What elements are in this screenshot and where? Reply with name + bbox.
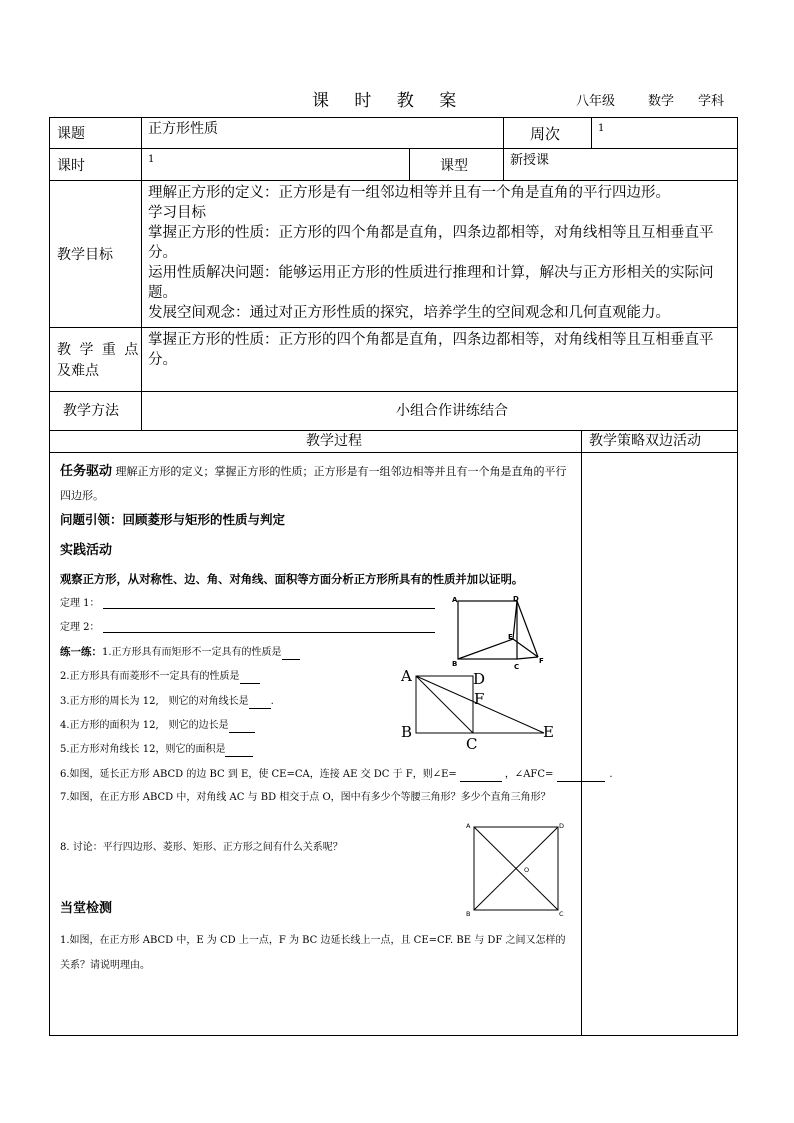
strategy-label: 教学策略双边活动 <box>589 433 701 449</box>
ex6-text-b: ，∠AFC= <box>504 769 554 780</box>
fig1-label-b: B <box>452 660 458 668</box>
ex2-text: 2.正方形具有而菱形不一定具有的性质是 <box>60 671 240 682</box>
exercise-8: 8. 讨论：平行四边形、菱形、矩形、正方形之间有什么关系呢？ <box>60 842 343 853</box>
theorem2-label: 定理 2： <box>60 622 100 633</box>
ex6-blank-2[interactable] <box>557 767 605 782</box>
exercise-label: 练一练： <box>60 646 102 658</box>
topic-label: 课题 <box>57 126 85 142</box>
subject-suffix: 学科 <box>698 94 725 109</box>
task-label: 任务驱动 <box>60 464 113 479</box>
fig1-label-d: D <box>513 595 519 603</box>
fig2-label-e: E <box>543 723 554 741</box>
exercise-2 <box>60 669 260 684</box>
task-text: 理解正方形的定义；掌握正方形的性质；正方形是有一组邻边相等并且有一个角是直角的平行四边形。 <box>60 465 567 502</box>
fig3-label-b: B <box>466 910 471 918</box>
figure-square-extend-e <box>396 668 564 754</box>
figure-square-abcd-ef <box>448 593 552 671</box>
check-question-1: 1.如图，在正方形 ABCD 中，E 为 CD 上一点，F 为 BC 边延长线上一点，且 CE=CF. BE 与 DF 之间又怎样的关系？请说明理由。 <box>60 935 566 971</box>
fig3-label-o: O <box>524 866 530 874</box>
grade-label: 八年级 <box>576 94 616 109</box>
type-value: 新授课 <box>510 153 550 168</box>
type-label: 课型 <box>440 158 468 174</box>
method-label: 教学方法 <box>63 403 119 419</box>
theorem2-blank[interactable] <box>103 632 435 633</box>
fig3-label-d: D <box>559 822 565 830</box>
fig2-label-c: C <box>466 735 478 753</box>
exercise-7: 7.如图，在正方形 ABCD 中，对角线 AC 与 BD 相交于点 O，图中有多少个等腰三角形？多少个直角三角形？ <box>60 792 551 803</box>
goal-item: 运用性质解决问题：能够运用正方形的性质进行推理和计算，解决与正方形相关的实际问题。 <box>148 265 714 301</box>
question-lead: 问题引领：回顾菱形与矩形的性质与判定 <box>60 512 286 527</box>
ex4-text: 4.正方形的面积为 12, 则它的边长是 <box>60 720 229 731</box>
exercise-1 <box>60 645 300 660</box>
observe-text: 观察正方形，从对称性、边、角、对角线、面积等方面分析正方形所具有的性质并加以证明。 <box>60 573 524 586</box>
fig1-label-e: E <box>508 633 513 641</box>
fig1-label-a: A <box>452 596 458 604</box>
ex1-text: 1.正方形具有而矩形不一定具有的性质是 <box>102 647 282 658</box>
process-label: 教学过程 <box>306 433 362 449</box>
goal-item: 掌握正方形的性质：正方形的四个角都是直角，四条边都相等，对角线相等且互相垂直平分。 <box>148 225 714 261</box>
fig2-label-b: B <box>401 723 413 741</box>
exercise-5 <box>60 742 253 757</box>
ex2-blank[interactable] <box>240 669 260 684</box>
fig3-label-c: C <box>559 910 564 918</box>
exercise-4 <box>60 718 255 733</box>
hours-value: 1 <box>148 154 155 165</box>
method-value: 小组合作讲练结合 <box>396 403 508 419</box>
fig3-label-a: A <box>466 822 471 830</box>
ex6-text-a: 6.如图，延长正方形 ABCD 的边 BC 到 E，使 CE=CA，连接 AE 交 DC 于 F，则∠E= <box>60 769 457 780</box>
check-title: 当堂检测 <box>60 901 113 916</box>
fig2-label-f: F <box>474 690 485 708</box>
practice-title: 实践活动 <box>60 543 113 558</box>
subject-label: 数学 <box>648 94 675 109</box>
figure-square-diagonals <box>462 818 572 920</box>
exercise-3: 3.正方形的周长为 12, 则它的对角线长是 . <box>60 696 274 707</box>
key-label-1: 教 学 重 点 <box>57 342 141 358</box>
ex6-blank-1[interactable] <box>460 767 502 782</box>
key-value: 掌握正方形的性质：正方形的四个角都是直角，四条边都相等，对角线相等且互相垂直平分。 <box>148 332 714 368</box>
fig1-label-c: C <box>514 663 520 671</box>
ex5-blank[interactable] <box>225 742 253 757</box>
goal-item: 理解正方形的定义：正方形是有一组邻边相等并且有一个角是直角的平行四边形。 <box>148 185 670 201</box>
hours-label: 课时 <box>57 158 85 174</box>
fig2-label-a: A <box>401 668 412 685</box>
goal-item: 学习目标 <box>148 205 206 221</box>
fig2-label-d: D <box>473 670 486 688</box>
ex3-text: 3.正方形的周长为 12, 则它的对角线长是 <box>60 696 249 707</box>
fig1-label-f: F <box>539 657 544 665</box>
topic-value: 正方形性质 <box>148 121 218 137</box>
ex1-blank[interactable] <box>282 645 300 660</box>
theorem1-label: 定理 1： <box>60 598 100 609</box>
task-block <box>60 460 575 508</box>
week-value: 1 <box>598 123 605 134</box>
ex3-blank[interactable] <box>249 694 271 709</box>
ex4-blank[interactable] <box>229 718 255 733</box>
goals-label: 教学目标 <box>57 247 113 263</box>
goals-list <box>148 183 732 323</box>
exercise-6: 6.如图，延长正方形 ABCD 的边 BC 到 E，使 CE=CA，连接 AE 交 DC 于 F，则∠E= ，∠AFC= . <box>60 769 613 780</box>
goal-item: 发展空间观念：通过对正方形性质的探究，培养学生的空间观念和几何直观能力。 <box>148 305 670 321</box>
theorem1-blank[interactable] <box>103 608 435 609</box>
week-label: 周次 <box>530 125 561 143</box>
page-title: 课 时 教 案 <box>312 91 467 111</box>
ex5-text: 5.正方形对角线长 12，则它的面积是 <box>60 744 226 755</box>
key-label-2: 及难点 <box>57 363 99 379</box>
